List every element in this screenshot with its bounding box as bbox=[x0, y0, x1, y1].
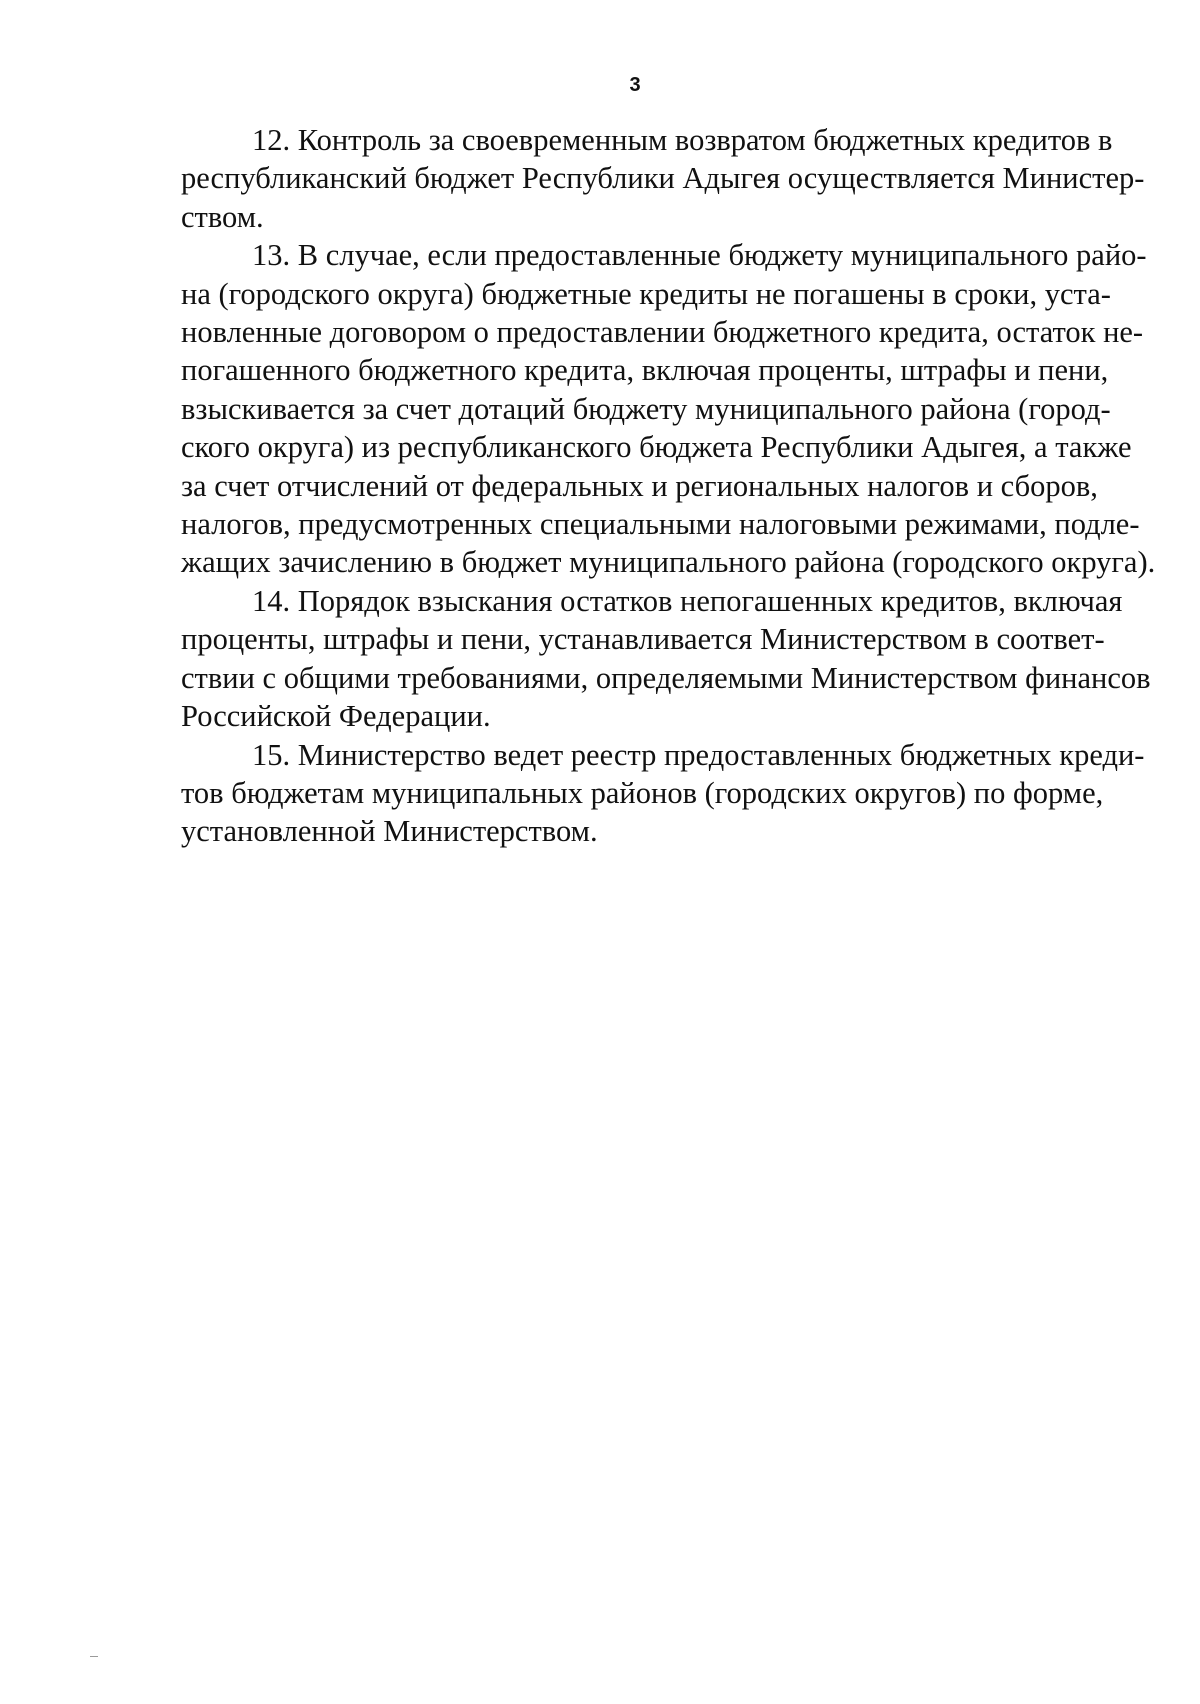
text-line: ского округа) из республиканского бюджета Республики Адыгея, а также bbox=[181, 430, 1132, 465]
text-line: 13. В случае, если предоставленные бюджету муниципального райо- bbox=[252, 238, 1147, 273]
text-line: республиканский бюджет Республики Адыгея осуществляется Министер- bbox=[181, 161, 1145, 196]
text-line: погашенного бюджетного кредита, включая проценты, штрафы и пени, bbox=[181, 353, 1109, 388]
text-line: проценты, штрафы и пени, устанавливается Министерством в соответ- bbox=[181, 622, 1105, 657]
page-number: 3 bbox=[629, 74, 641, 96]
text-line: жащих зачислению в бюджет муниципального района (городского округа). bbox=[181, 545, 1156, 580]
text-line: установленной Министерством. bbox=[181, 814, 598, 849]
paragraph-15 bbox=[181, 736, 1145, 851]
text-line: 14. Порядок взыскания остатков непогашенных кредитов, включая bbox=[252, 583, 1123, 618]
text-line: налогов, предусмотренных специальными налоговыми режимами, подле- bbox=[181, 507, 1140, 542]
text-line: за счет отчислений от федеральных и региональных налогов и сборов, bbox=[181, 468, 1098, 503]
text-line: Российской Федерации. bbox=[181, 699, 491, 734]
document-body bbox=[181, 121, 1156, 851]
paragraph-12 bbox=[181, 121, 1145, 236]
paragraph-14 bbox=[181, 582, 1151, 736]
text-line: ствии с общими требованиями, определяемыми Министерством финансов bbox=[181, 660, 1151, 695]
text-line: на (городского округа) бюджетные кредиты не погашены в сроки, уста- bbox=[181, 276, 1111, 311]
paragraph-13 bbox=[181, 236, 1156, 582]
text-line: 15. Министерство ведет реестр предоставленных бюджетных креди- bbox=[252, 737, 1145, 772]
text-line: тов бюджетам муниципальных районов (городских округов) по форме, bbox=[181, 775, 1104, 810]
text-line: новленные договором о предоставлении бюджетного кредита, остаток не- bbox=[181, 315, 1144, 350]
text-line: 12. Контроль за своевременным возвратом бюджетных кредитов в bbox=[252, 123, 1113, 157]
text-line: ством. bbox=[181, 199, 264, 234]
text-line: взыскивается за счет дотаций бюджету муниципального района (город- bbox=[181, 391, 1111, 426]
scan-mark bbox=[90, 1656, 98, 1657]
